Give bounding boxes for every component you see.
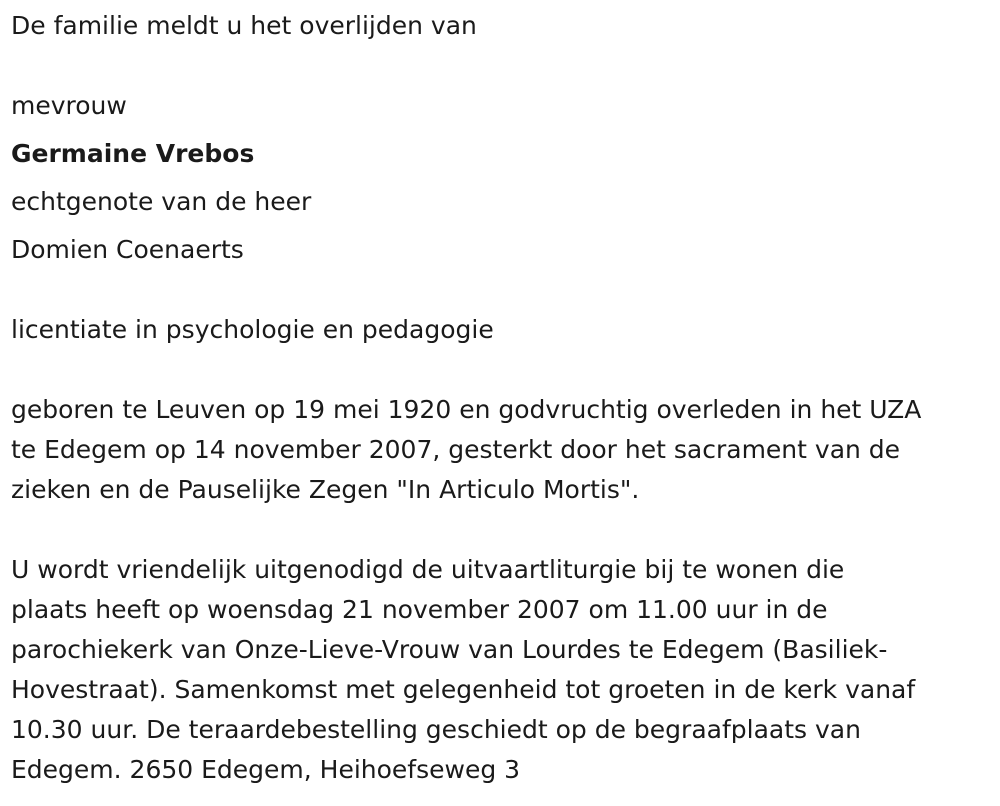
paragraph-line: zieken en de Pauselijke Zegen "In Articulo Mortis". <box>11 475 640 504</box>
profession-text: licentiate in psychologie en pedagogie <box>11 315 494 344</box>
funeral-paragraph <box>11 550 996 790</box>
relation-text: echtgenote van de heer <box>11 187 312 216</box>
paragraph-line: te Edegem op 14 november 2007, gesterkt door het sacrament van de <box>11 435 901 464</box>
birth-death-paragraph <box>11 390 996 510</box>
paragraph-line: U wordt vriendelijk uitgenodigd de uitvaartliturgie bij te wonen die <box>11 555 845 584</box>
paragraph-line: Edegem. 2650 Edegem, Heihoefseweg 3 <box>11 755 521 784</box>
intro-text: De familie meldt u het overlijden van <box>11 11 477 40</box>
deceased-name: Germaine Vrebos <box>11 139 255 168</box>
paragraph-line: parochiekerk van Onze-Lieve-Vrouw van Lourdes te Edegem (Basiliek- <box>11 635 888 664</box>
paragraph-line: Hovestraat). Samenkomst met gelegenheid tot groeten in de kerk vanaf <box>11 675 916 704</box>
paragraph-line: geboren te Leuven op 19 mei 1920 en godvruchtig overleden in het UZA <box>11 395 922 424</box>
honorific: mevrouw <box>11 91 127 120</box>
spouse-name: Domien Coenaerts <box>11 235 244 264</box>
paragraph-line: 10.30 uur. De teraardebestelling geschiedt op de begraafplaats van <box>11 715 861 744</box>
paragraph-line: plaats heeft op woensdag 21 november 2007 om 11.00 uur in de <box>11 595 828 624</box>
